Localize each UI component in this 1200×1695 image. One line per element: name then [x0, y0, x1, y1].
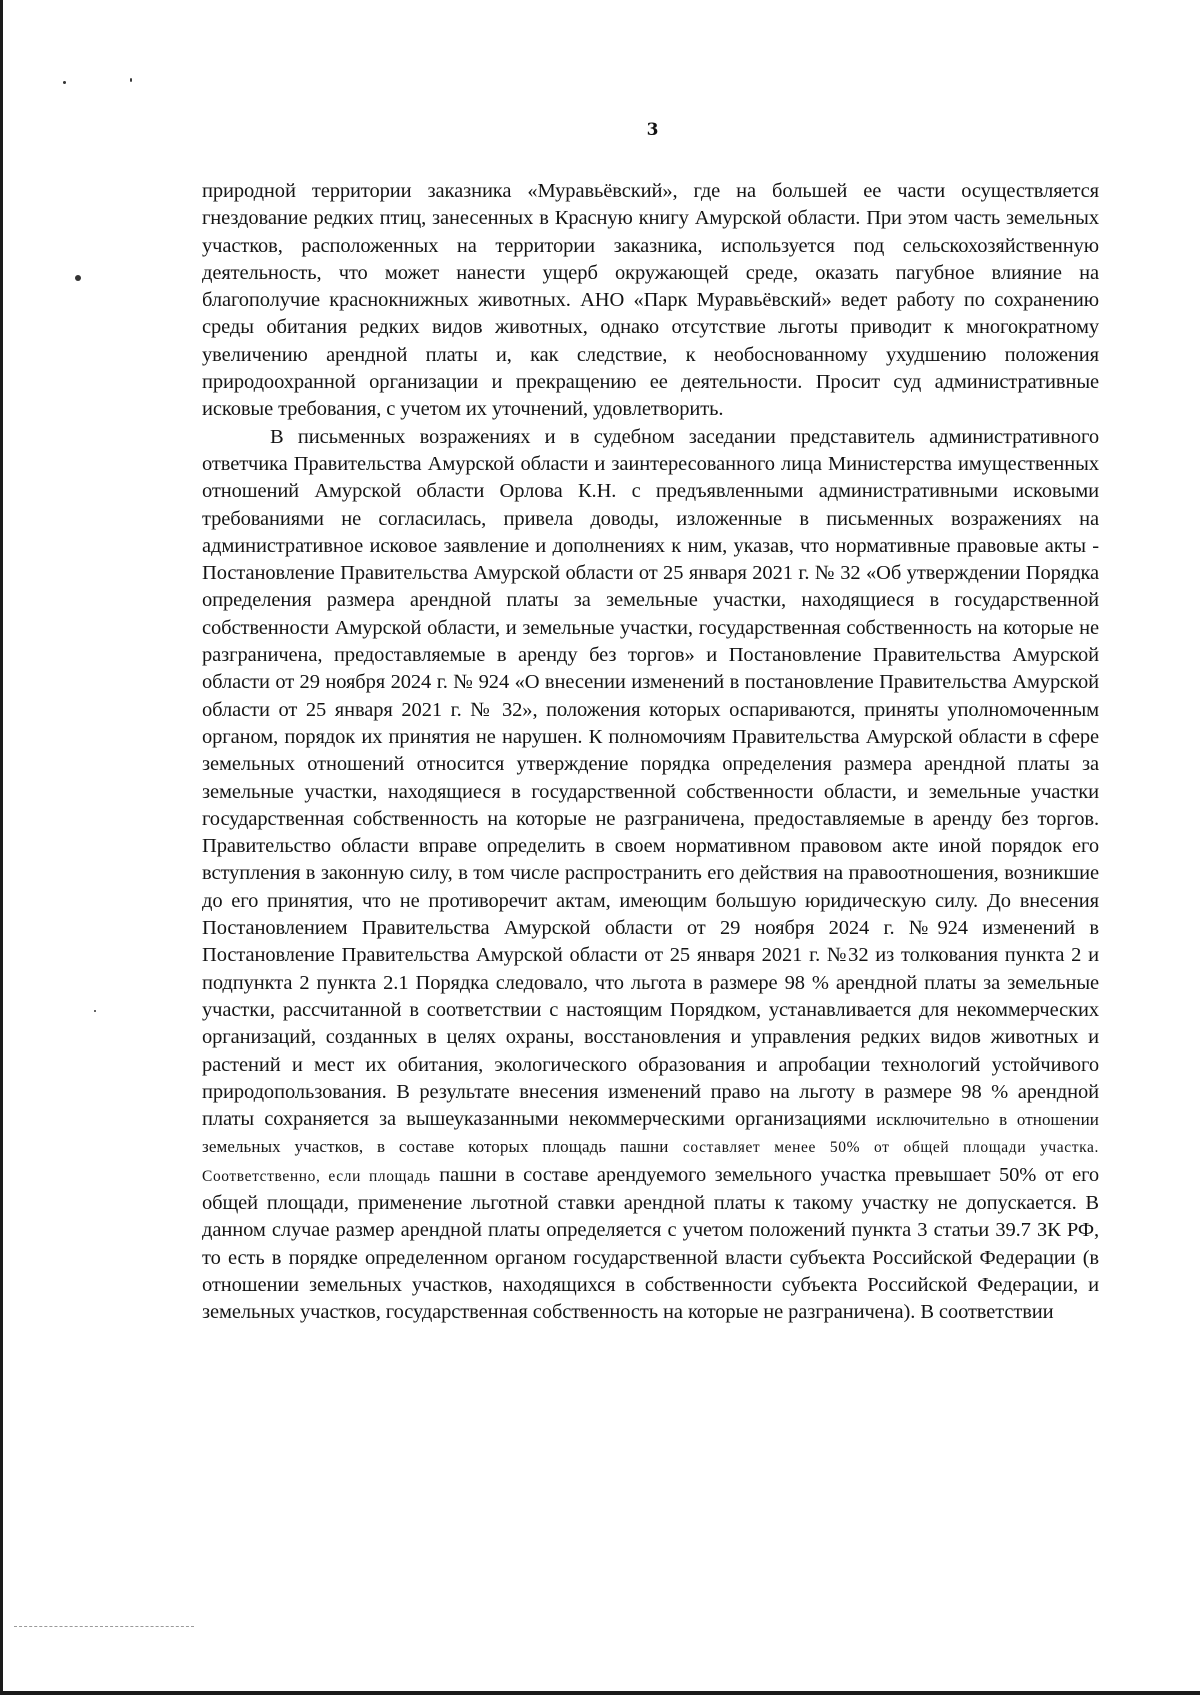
page-number: 3: [646, 120, 659, 140]
paragraph-continuation: природной территории заказника «Муравьёвский», где на большей ее части осуществляется гнездование редких птиц, занесенных в Красную книгу Амурской области. При этом часть земельных участков, расположенных на территории заказника, используется под сельскохозяйственную деятельность, что может нанести ущерб окружающей среде, оказать пагубное влияние на благополучие краснокнижных животных. АНО «Парк Муравьёвский» ведет работу по сохранению среды обитания редких видов животных, однако отсутствие льготы приводит к многократному увеличению арендной платы и, как следствие, к необоснованному ухудшению положения природоохранной организации и прекращению ее деятельности. Просит суд административные исковые требования, с учетом их уточнений, удовлетворить.: [202, 180, 1099, 421]
scan-speck: [75, 275, 81, 281]
scan-speck: [63, 81, 66, 84]
paragraph-text: В письменных возражениях и в судебном заседании представитель административного ответчика Правительства Амурской области и заинтересованного лица Министерства имущественных отношений Амурской области Орлова К.Н. с предъявленными административными исковыми требованиями не согласилась, привела доводы, изложенные в письменных возражениях на административное исковое заявление и дополнениях к ним, указав, что нормативные правовые акты - Постановление Правительства Амурской области от 25 января 2021 г. № 32 «Об утверждении Порядка определения размера арендной платы за земельные участки, находящиеся в государственной собственности Амурской области, и земельные участки, государственная собственность на которые не разграничена, предоставляемые в аренду без торгов» и Постановление Правительства Амурской области от 29 ноября 2024 г. № 924 «О внесении изменений в постановление Правительства Амурской области от 25 января 2021 г. № 32», положения которых оспариваются, приняты уполномоченным органом, порядок их принятия не нарушен. К полномочиям Правительства Амурской области в сфере земельных отношений относится утверждение порядка определения размера арендной платы за земельные участки, находящиеся в государственной собственности области, и земельные участки государственная собственность на которые не разграничена, предоставляемые в аренду без торгов. Правительство области вправе определить в своем нормативном правовом акте иной порядок его вступления в законную силу, в том числе распространить его действия на правоотношения, возникшие до его принятия, что не противоречит актам, имеющим большую юридическую силу. До внесения Постановлением Правительства Амурской области от 29 ноября 2024 г. №924 изменений в Постановление Правительства Амурской области от 25 января 2021 г. №32 из толкования пункта 2 и подпункта 2 пункта 2.1 Порядка следовало, что льгота в размере 98 % арендной платы за земельные участки, рассчитанной в соответствии с настоящим Порядком, устанавливается для некоммерческих организаций, созданных в целях охраны, восстановления и управления редких видов животных и растений и мест их обитания, экологического образования и апробации технологий устойчивого природопользования. В результате внесения изменений право на льготу в размере 98 % арендной платы сохраняется за вышеуказанными некоммерческими организациями: [202, 425, 1099, 1131]
paragraph-tail-text: пашни в составе арендуемого земельного участка превышает 50% от его общей площади, применение льготной ставки арендной платы к такому участку не допускается. В данном случае размер арендной платы определяется с учетом положений пункта 3 статьи 39.7 ЗК РФ, то есть в порядке определенном органом государственной власти субъекта Российской Федерации (в отношении земельных участков, находящихся в собственности субъекта Российской Федерации, и земельных участков, государственная собственность на которые не разграничена). В соответствии: [202, 1163, 1100, 1324]
paragraph-smaller-text: составляет менее 50% от общей площади участка. Соответственно, если площадь: [202, 1139, 1099, 1185]
scan-bottom-edge: [0, 1691, 1200, 1695]
paragraph-small-text: исключительно в отношении земельных участков, в составе которых площадь пашни: [202, 1110, 1099, 1157]
scan-dash-line: [14, 1626, 194, 1627]
scan-speck: [94, 1010, 96, 1012]
paragraph-objections: [202, 424, 1099, 1327]
scan-left-edge: [0, 0, 3, 1695]
document-body: [202, 178, 1099, 1326]
scan-speck: [130, 78, 132, 82]
